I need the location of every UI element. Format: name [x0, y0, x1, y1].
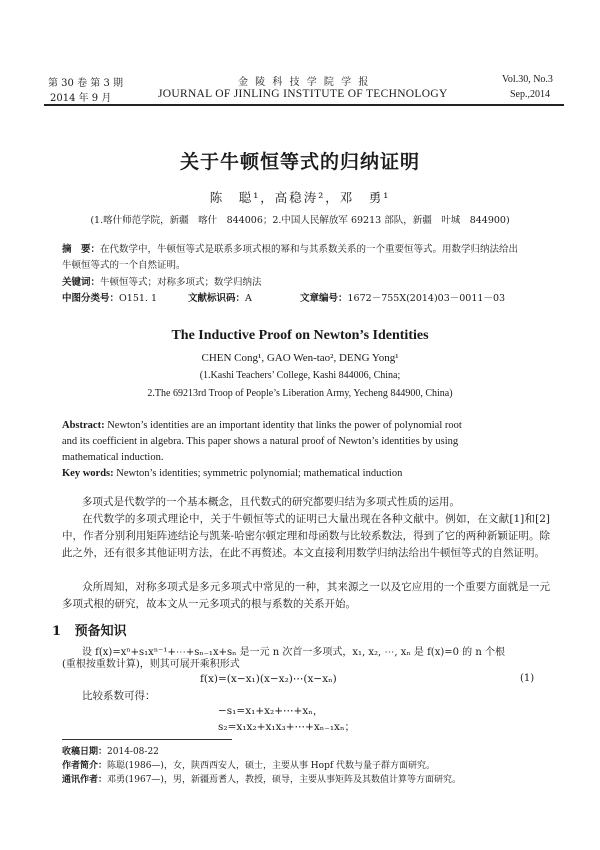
keywords-cn-text: 牛顿恒等式；对称多项式；数学归纳法	[100, 277, 262, 288]
body-p4-line2: (重根按重数计算)，则其可展开乘积形式	[62, 659, 240, 670]
footnote-contact	[62, 772, 461, 785]
footnote-author	[62, 758, 435, 771]
abstract-en-line3: mathematical induction.	[62, 452, 164, 463]
received-label: 收稿日期：	[62, 747, 108, 757]
contact-label: 通讯作者：	[62, 775, 108, 785]
header-journal-cn: 金 陵 科 技 学 院 学 报	[238, 77, 371, 88]
keywords-cn-label: 关键词：	[62, 277, 101, 288]
abstract-en-text1: Newton’s identities are an important identity that links the power of polynomial root	[104, 420, 462, 431]
article-number-value: 1672－755X(2014)03－0011－03	[347, 293, 506, 304]
paper-title-cn: 关于牛顿恒等式的归纳证明	[179, 151, 420, 173]
body-paragraph-2	[62, 511, 550, 562]
author-bio-value: 陈聪(1986—)，女，陕西西安人，硕士，主要从事 Hopf 代数与量子群方面研究。	[107, 761, 436, 771]
body-p4-line1: 设 f(x)=xⁿ+s₁xⁿ⁻¹+⋯+sₙ₋₁x+sₙ 是一元 n 次首一多项式，x₁, x₂, ⋯, xₙ 是 f(x)=0 的 n 个根	[82, 647, 505, 658]
affiliation-en-2: 2.The 69213rd Troop of People’s Liberation Army, Yecheng 844900, China)	[147, 388, 453, 399]
clc-label: 中图分类号：	[62, 293, 120, 304]
equation-3: s₂=x₁x₂+x₁x₃+⋯+xₙ₋₁xₙ；	[218, 721, 355, 733]
header-journal-en: JOURNAL OF JINLING INSTITUTE OF TECHNOLOGY	[158, 88, 448, 100]
abstract-en-label: Abstract:	[62, 420, 105, 431]
abstract-en-line1	[62, 418, 462, 434]
abstract-cn-label: 摘 要：	[62, 244, 101, 255]
equation-2: −s₁=x₁+x₂+⋯+xₙ，	[218, 705, 324, 717]
abstract-cn-text1: 在代数学中，牛顿恒等式是联系多项式根的幂和与其系数关系的一个重要恒等式。用数学归纳法给出	[100, 244, 519, 255]
abstract-cn-line2: 牛顿恒等式的一个自然证明。	[62, 260, 186, 271]
doc-code-value: A	[245, 293, 252, 304]
header-volume-cn: 第 30 卷 第 3 期	[48, 78, 123, 89]
abstract-en-line2: and its coefficient in algebra. This paper shows a natural proof of Newton’s identities by using	[62, 436, 459, 447]
doc-code-label: 文献标识码：	[188, 293, 246, 304]
header-date-cn: 2014 年 9 月	[50, 93, 112, 104]
contact-value: 邓勇(1967—)，男，新疆焉耆人，教授，硕导，主要从事矩阵及其数值计算等方面研究。	[107, 775, 461, 785]
clc-value: O151. 1	[119, 293, 158, 304]
abstract-cn-line1	[62, 241, 518, 255]
header-rule	[44, 104, 564, 106]
equation-1-number: (1)	[520, 673, 535, 684]
body-paragraph-3	[62, 579, 550, 613]
keywords-en	[62, 466, 402, 482]
article-number	[300, 290, 505, 304]
section-number: 1	[52, 624, 62, 639]
section-heading	[52, 620, 127, 639]
equation-1: f(x)=(x−x₁)(x−x₂)⋯(x−xₙ)	[200, 673, 337, 685]
body-p2-text: 在代数学的多项式理论中，关于牛顿恒等式的证明已大量出现在各种文献中。例如，在文献[1]和[2]中，作者分别利用矩阵迹结论与凯莱-哈密尔顿定理和母函数与比较系数法，得到了它的两种新颖证明。除此之外，还有很多其他证明方法，在此不再赘述。本文直接利用数学归纳法给出牛顿恒等式的自然证明。	[62, 513, 550, 559]
keywords-en-text: Newton’s identities; symmetric polynomial; mathematical induction	[113, 468, 403, 479]
compare-text: 比较系数可得：	[82, 690, 156, 702]
paper-title-en: The Inductive Proof on Newton’s Identities	[171, 328, 429, 343]
keywords-en-label: Key words:	[62, 468, 114, 479]
body-p3-text: 众所周知，对称多项式是多元多项式中常见的一种，其来源之一以及它应用的一个重要方面就是一元多项式根的研究，故本文从一元多项式的根与系数的关系开始。	[62, 581, 550, 610]
authors-cn: 陈 聪¹，高稳涛²，邓 勇¹	[209, 190, 391, 205]
authors-en: CHEN Cong¹, GAO Wen-tao², DENG Yong¹	[201, 352, 399, 364]
footnote-received	[62, 744, 159, 757]
affiliation-en-1: (1.Kashi Teachers’ College, Kashi 844006, China;	[199, 370, 401, 381]
author-bio-label: 作者简介：	[62, 761, 108, 771]
header-date-en: Sep.,2014	[510, 89, 550, 100]
clc-number	[62, 290, 157, 304]
received-value: 2014-08-22	[107, 747, 159, 757]
body-paragraph-1	[62, 494, 550, 511]
affiliation-cn: (1.喀什师范学院，新疆 喀什 844006；2.中国人民解放军 69213 部队，新疆 叶城 844900)	[90, 215, 510, 226]
header-volume-en: Vol.30, No.3	[502, 74, 553, 85]
article-number-label: 文章编号：	[300, 293, 348, 304]
document-code	[188, 290, 252, 304]
section-title: 预备知识	[74, 624, 127, 639]
footnote-rule	[62, 739, 232, 740]
keywords-cn	[62, 274, 262, 288]
body-p1-text: 多项式是代数学的一个基本概念，且代数式的研究都要归结为多项式性质的运用。	[82, 496, 460, 508]
